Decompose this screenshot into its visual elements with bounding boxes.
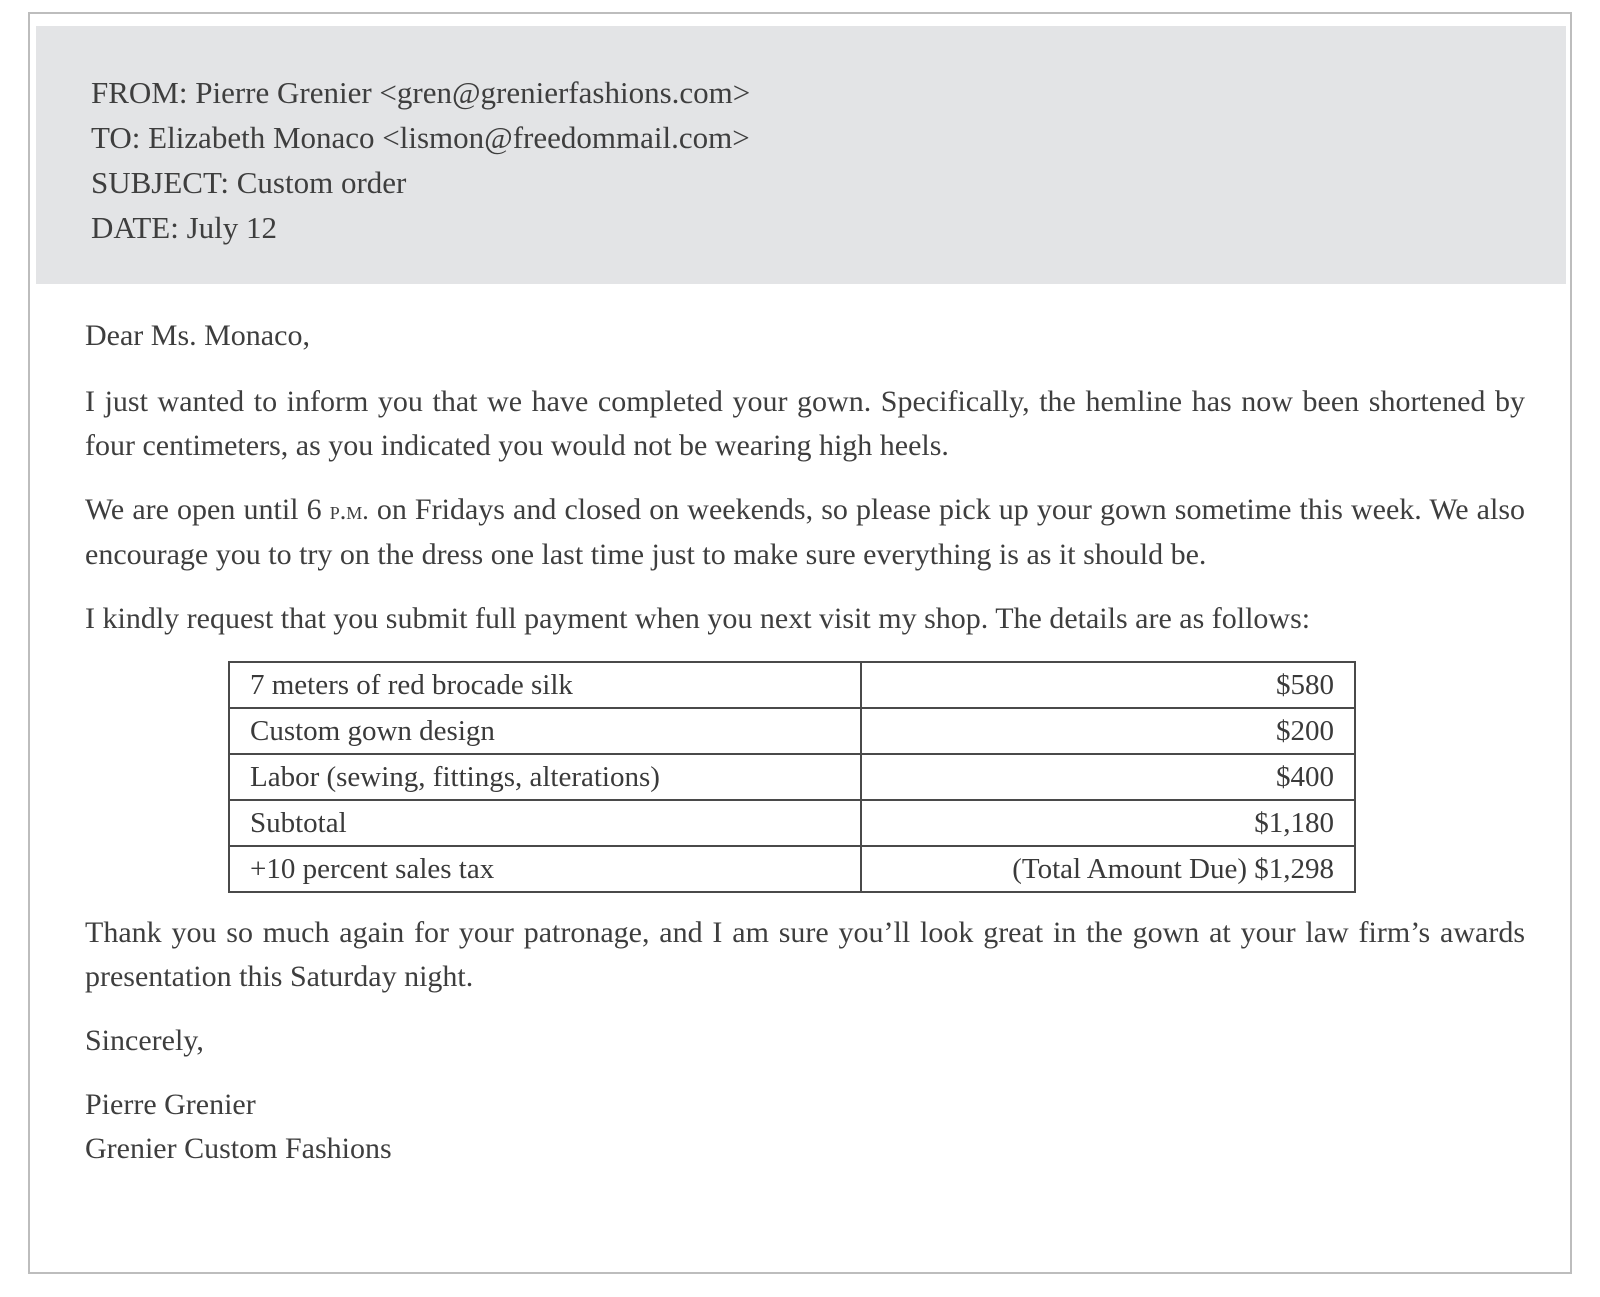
paragraph-completion: I just wanted to inform you that we have completed your gown. Specifically, the hemline has now been shortened by four centimeters, as you indicated you would not be wearing high heels. [85, 385, 1525, 462]
paragraph-hours [85, 488, 1525, 577]
date-line [91, 205, 1566, 250]
signature-company: Grenier Custom Fashions [85, 1132, 392, 1165]
invoice-item: Custom gown design [229, 708, 861, 754]
invoice-item: Subtotal [229, 800, 861, 846]
invoice-item: +10 percent sales tax [229, 846, 861, 892]
subject-value: Custom order [236, 165, 407, 200]
subject-line [91, 160, 1566, 205]
invoice-amount: $200 [861, 708, 1355, 754]
invoice-row [229, 846, 1355, 892]
hours-text-end: on Fridays and closed on weekends, so please pick up your gown sometime this week. We also encourage you to try on the dress one last time just to make sure everything is as it should be. [85, 493, 1525, 571]
hours-text-start: We are open until 6 [85, 493, 330, 526]
greeting: Dear Ms. Monaco, [85, 319, 310, 352]
signature-name: Pierre Grenier [85, 1088, 256, 1121]
paragraph-payment-request: I kindly request that you submit full payment when you next visit my shop. The details are as follows: [85, 602, 1311, 635]
closing: Sincerely, [85, 1024, 204, 1057]
subject-label: SUBJECT: [91, 165, 229, 200]
to-value: Elizabeth Monaco <lismon@freedommail.com> [148, 120, 750, 155]
date-value: July 12 [186, 210, 278, 245]
invoice-amount: (Total Amount Due) $1,298 [861, 846, 1355, 892]
invoice-row [229, 662, 1355, 708]
to-line [91, 115, 1566, 160]
email-header [36, 26, 1566, 284]
to-label: TO: [91, 120, 141, 155]
invoice-item: 7 meters of red brocade silk [229, 662, 861, 708]
invoice-amount: $580 [861, 662, 1355, 708]
invoice-row [229, 708, 1355, 754]
invoice-table [228, 661, 1356, 893]
invoice-row [229, 800, 1355, 846]
email-message [28, 12, 1572, 1274]
invoice-amount: $400 [861, 754, 1355, 800]
email-body [85, 314, 1525, 1171]
date-label: DATE: [91, 210, 179, 245]
invoice-item: Labor (sewing, fittings, alterations) [229, 754, 861, 800]
invoice-row [229, 754, 1355, 800]
from-value: Pierre Grenier <gren@grenierfashions.com> [195, 75, 751, 110]
from-label: FROM: [91, 75, 188, 110]
paragraph-thanks: Thank you so much again for your patronage, and I am sure you’ll look great in the gown at your law firm’s awards presentation this Saturday night. [85, 916, 1525, 993]
pm-abbreviation: p.m. [329, 496, 369, 525]
from-line [91, 70, 1566, 115]
invoice-amount: $1,180 [861, 800, 1355, 846]
